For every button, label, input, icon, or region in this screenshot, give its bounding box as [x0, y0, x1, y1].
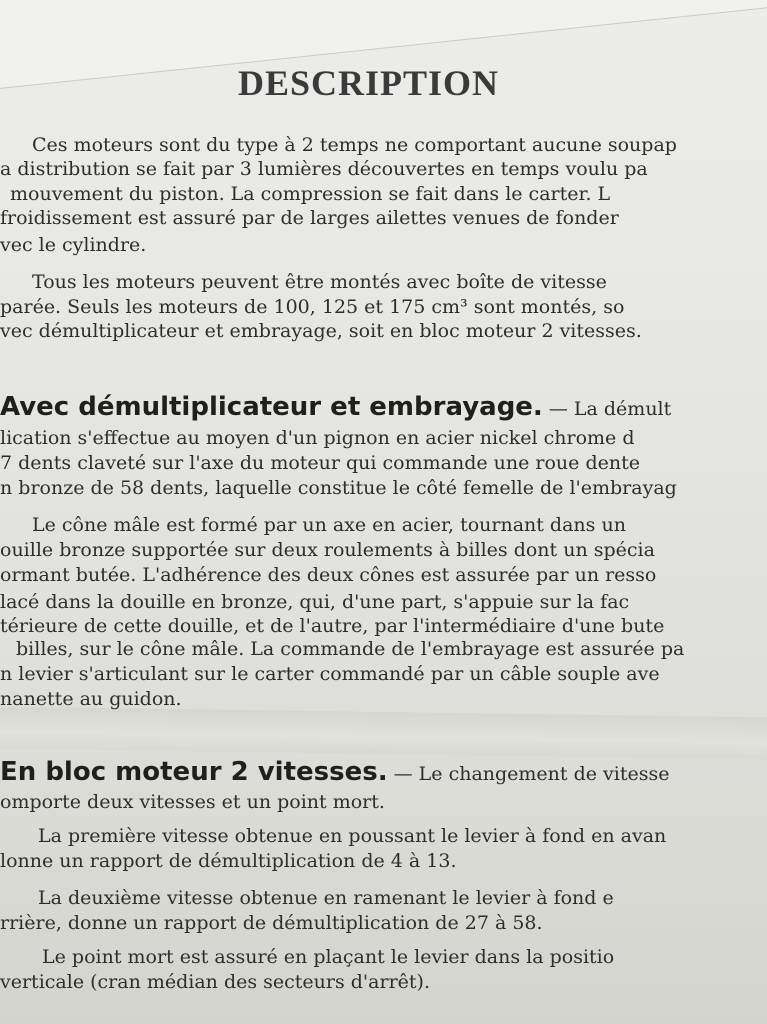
section-2-para2-line-1: La première vitesse obtenue en poussant le levier à fond en avan	[38, 825, 667, 847]
section-1-heading: Avec démultiplicateur et embrayage.	[0, 392, 543, 422]
section-2-para2-line-2: lonne un rapport de démultiplication de 4 à 13.	[0, 850, 457, 872]
section-1-heading-row	[0, 392, 672, 422]
section-1-para2-line-1: Le cône mâle est formé par un axe en acier, tournant dans un	[32, 514, 626, 536]
section-1-para2-line-3: ormant butée. L'adhérence des deux cônes est assurée par un resso	[0, 564, 657, 586]
mount-line-3: vec démultiplicateur et embrayage, soit en bloc moteur 2 vitesses.	[0, 320, 642, 342]
section-2-heading: En bloc moteur 2 vitesses.	[0, 757, 388, 787]
section-2-para3-line-2: rrière, donne un rapport de démultiplication de 27 à 58.	[0, 912, 543, 934]
intro-line-2: a distribution se fait par 3 lumières découvertes en temps voulu pa	[0, 158, 648, 180]
section-2-heading-row	[0, 757, 670, 787]
section-1-line-1: lication s'effectue au moyen d'un pignon en acier nickel chrome d	[0, 427, 635, 449]
section-1-line-2: 7 dents claveté sur l'axe du moteur qui commande une roue dente	[0, 452, 640, 474]
section-1-para2-line-6: billes, sur le cône mâle. La commande de l'embrayage est assurée pa	[16, 638, 685, 660]
mount-line-1: Tous les moteurs peuvent être montés avec boîte de vitesse	[32, 271, 607, 293]
intro-line-3: mouvement du piston. La compression se fait dans le carter. L	[10, 183, 611, 205]
section-1-para2-line-8: nanette au guidon.	[0, 688, 182, 710]
section-2-line-1: omporte deux vitesses et un point mort.	[0, 791, 385, 813]
section-2-heading-tail: — Le changement de vitesse	[393, 763, 670, 785]
intro-line-5: vec le cylindre.	[0, 234, 147, 256]
section-2-para3-line-1: La deuxième vitesse obtenue en ramenant le levier à fond e	[38, 887, 614, 909]
section-2-para4-line-2: verticale (cran médian des secteurs d'arrêt).	[0, 971, 430, 993]
intro-line-4: froidissement est assuré par de larges ailettes venues de fonder	[0, 207, 619, 229]
section-1-para2-line-4: lacé dans la douille en bronze, qui, d'une part, s'appuie sur la fac	[0, 591, 630, 613]
section-1-para2-line-5: térieure de cette douille, et de l'autre, par l'intermédiaire d'une bute	[0, 615, 665, 637]
mount-line-2: parée. Seuls les moteurs de 100, 125 et 175 cm³ sont montés, so	[0, 296, 625, 318]
section-1-para2-line-2: ouille bronze supportée sur deux roulements à billes dont un spécia	[0, 539, 655, 561]
section-1-heading-tail: — La démult	[548, 398, 672, 420]
intro-line-1: Ces moteurs sont du type à 2 temps ne comportant aucune soupap	[32, 134, 677, 156]
page-title: DESCRIPTION	[238, 63, 500, 103]
section-2-para4-line-1: Le point mort est assuré en plaçant le levier dans la positio	[42, 946, 615, 968]
section-1-para2-line-7: n levier s'articulant sur le carter commandé par un câble souple ave	[0, 663, 660, 685]
section-1-line-3: n bronze de 58 dents, laquelle constitue le côté femelle de l'embrayag	[0, 477, 677, 499]
